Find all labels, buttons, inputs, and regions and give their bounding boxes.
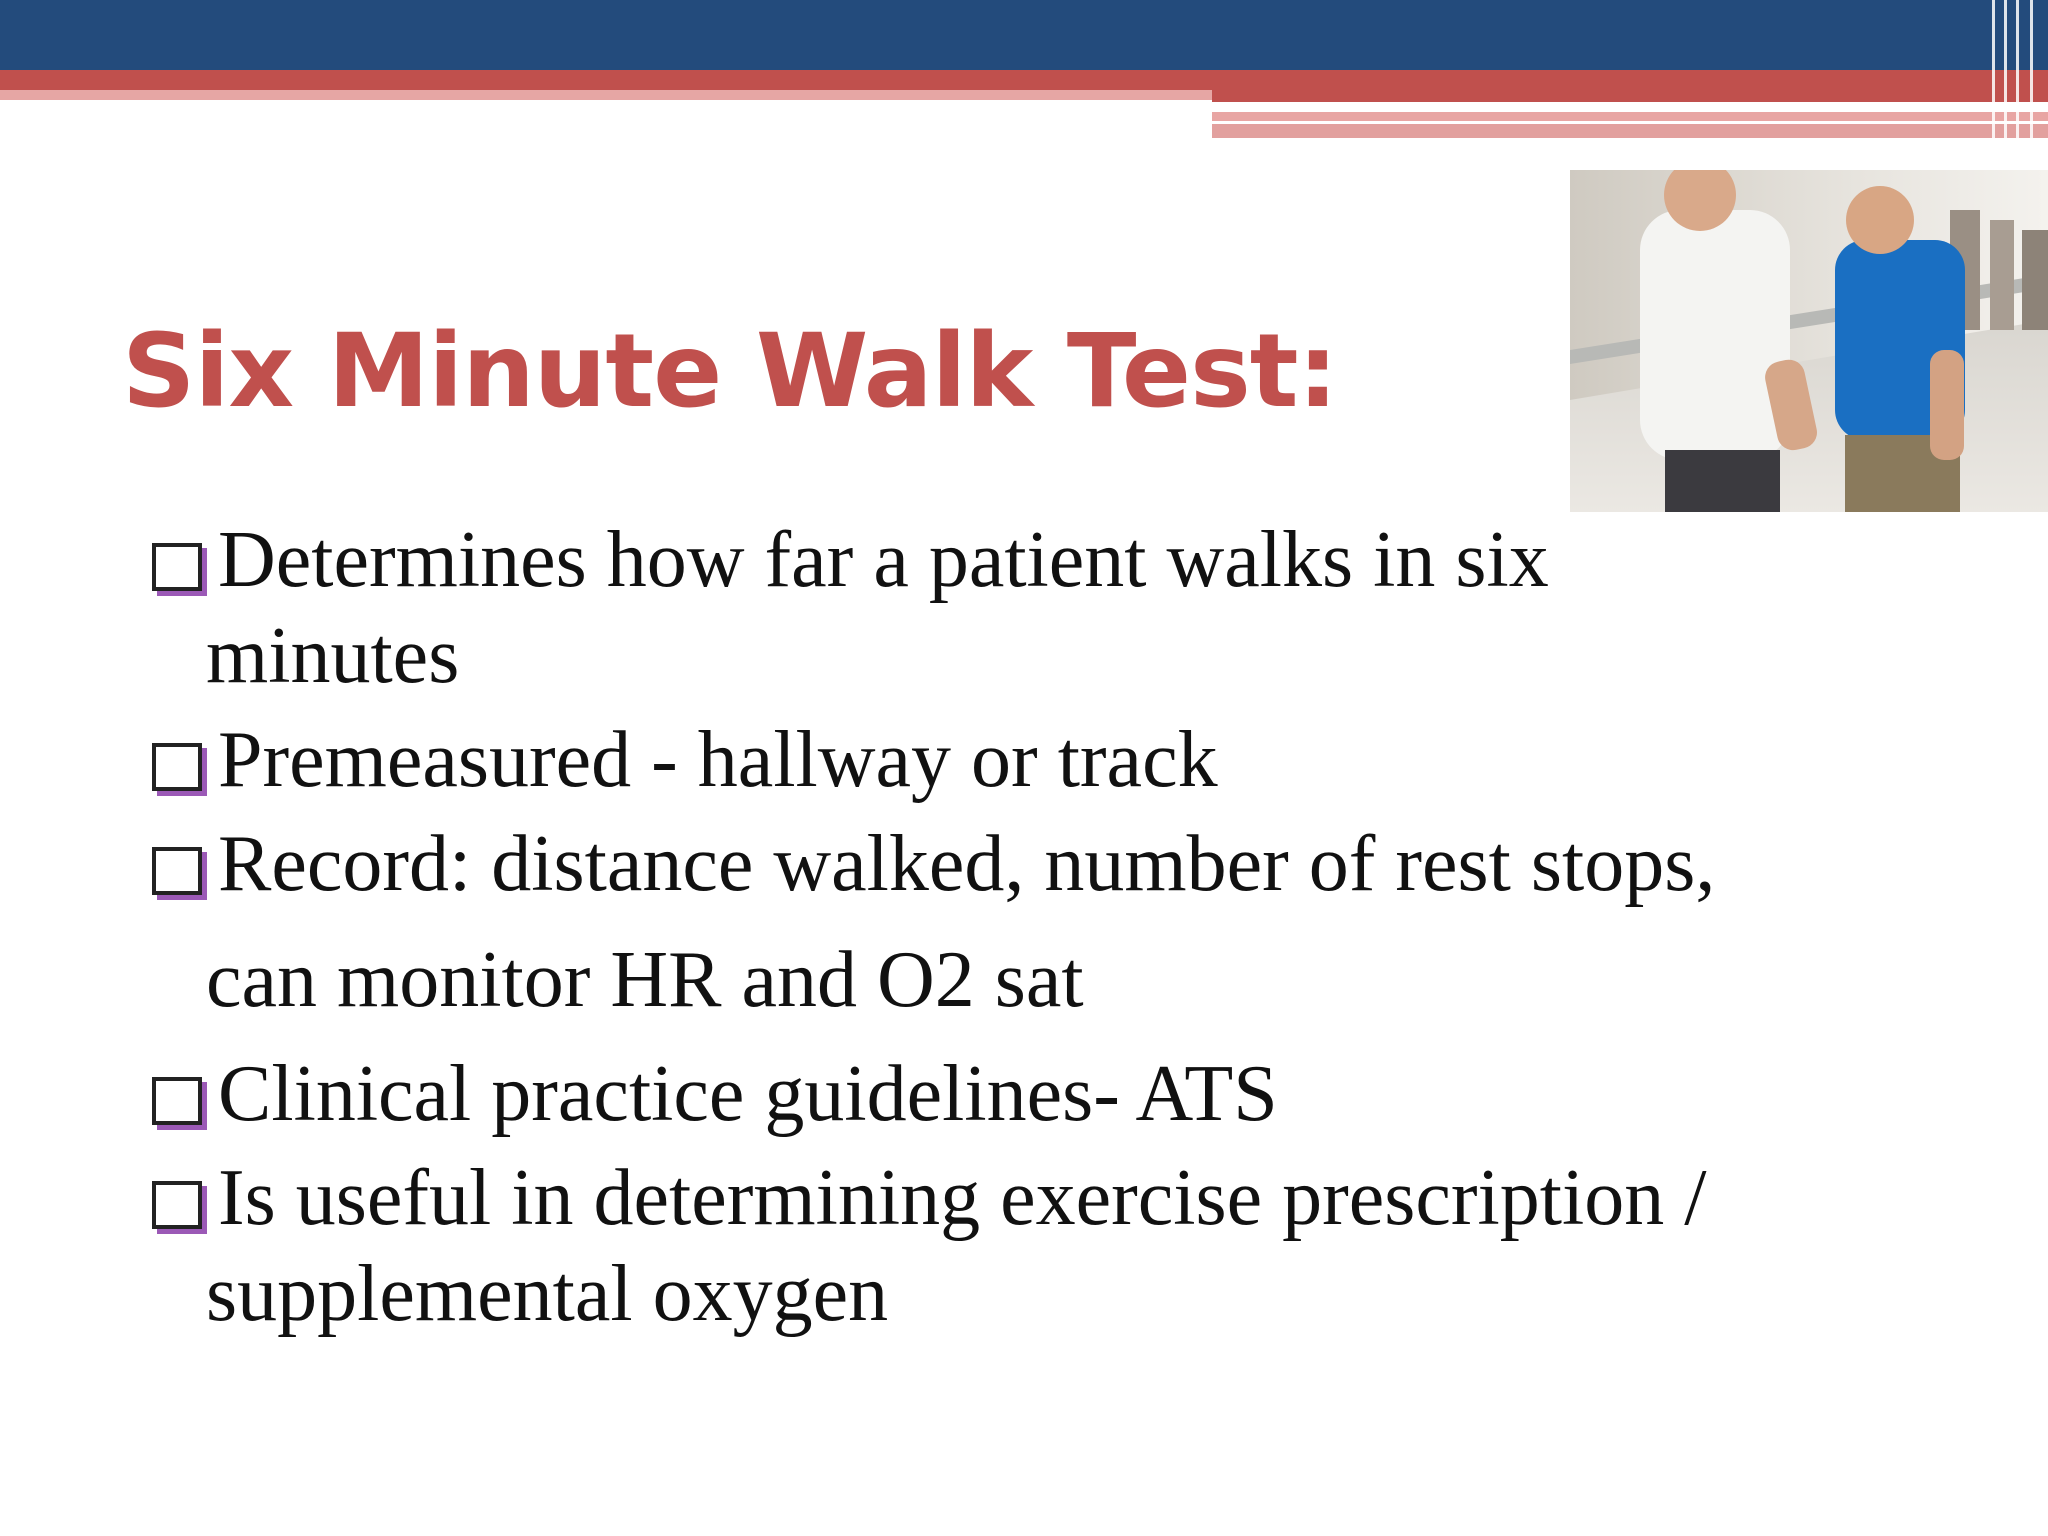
checkbox-bullet-icon [152, 1077, 202, 1125]
bullet-text-continuation: minutes [206, 612, 460, 700]
bullet-text: Record: distance walked, number of rest stops, [218, 820, 1716, 908]
bullet-text-continuation: supplemental oxygen [206, 1250, 889, 1338]
bullet-text: Clinical practice guidelines- ATS [218, 1050, 1278, 1138]
bullet-item [152, 712, 1952, 812]
checkbox-bullet-icon [152, 1181, 202, 1229]
header-pink-band-right-lower [1212, 124, 2048, 138]
bullet-item [152, 1150, 1952, 1350]
checkbox-bullet-icon [152, 543, 202, 591]
header-edge-stripe [2016, 0, 2019, 138]
header-pink-band [0, 90, 1212, 100]
header-edge-stripe [2004, 0, 2007, 138]
bullet-text-continuation: can monitor HR and O2 sat [206, 936, 1084, 1024]
bullet-item [152, 512, 1952, 712]
header-edge-stripe [1992, 0, 1995, 138]
bullet-item [152, 816, 1952, 1036]
header-red-band-right [1212, 90, 2048, 102]
slide-title: Six Minute Walk Test: [122, 312, 1338, 431]
checkbox-bullet-icon [152, 743, 202, 791]
bullet-text: Premeasured - hallway or track [218, 716, 1218, 804]
checkbox-bullet-icon [152, 847, 202, 895]
walk-test-photo [1570, 170, 2048, 512]
bullet-text: Is useful in determining exercise prescription / [218, 1154, 1707, 1242]
hallway-photo-illustration [1570, 170, 2048, 512]
bullet-text: Determines how far a patient walks in six [218, 516, 1549, 604]
header-edge-stripe [2030, 0, 2033, 138]
header-red-band [0, 70, 2048, 90]
bullet-item [152, 1046, 1952, 1146]
header-pink-band-right [1212, 112, 2048, 121]
header-blue-band [0, 0, 2048, 70]
